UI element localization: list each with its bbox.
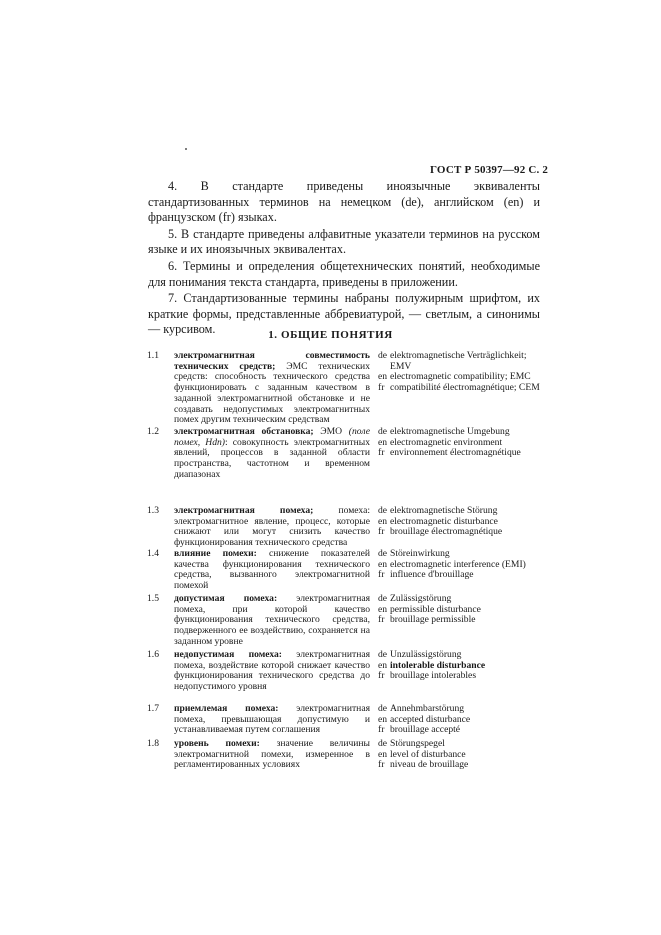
term-text: электромагнитное явление, процесс, которые снижают или могут снизить качество функционирования технического средства: [174, 515, 370, 549]
equivalent-fr: fr brouillage intolerables: [378, 670, 477, 682]
term-abbr: ЭМС технических средств:: [174, 360, 370, 383]
term-number: 1.8: [147, 738, 159, 749]
term-definition: [174, 549, 370, 592]
equivalent-fr: fr compatibilité électromagnétique; CEM: [378, 382, 540, 394]
term-number: 1.1: [147, 350, 159, 361]
term-synonym: (поле помех, Нdп): [174, 426, 371, 448]
term-number: 1.5: [147, 593, 159, 604]
term-name: недопустимая помеха:: [174, 649, 282, 660]
term-text: электромагнитная помеха, при которой качество функционирования технического средства, подверженного ее воздействию, сохраняется на заданном уровне: [174, 593, 371, 647]
term-abbr: помеха:: [313, 505, 370, 516]
term-number: 1.3: [147, 505, 159, 516]
equivalent-en: en electromagnetic disturbance: [378, 515, 498, 527]
foreign-equivalents: [378, 704, 550, 736]
equivalent-fr: fr niveau de brouillage: [378, 759, 469, 771]
foreign-equivalents: [378, 506, 550, 538]
intro-text: [148, 179, 540, 338]
intro-paragraph-5: 5. В стандарте приведены алфавитные указатели терминов на русском языке и их иноязычных эквивалентах.: [148, 226, 540, 257]
equivalent-de: de Störeinwirkung: [378, 548, 450, 559]
foreign-equivalents: [378, 739, 550, 771]
term-text: : совокупность электромагнитных явлений, процессов в заданной области пространства, частотном и временном диапазонах: [174, 436, 370, 480]
equivalent-de: de elektromagnetische Umgebung: [378, 426, 510, 437]
equivalent-fr: fr influence d'brouillage: [378, 569, 474, 581]
term-number: 1.2: [147, 426, 159, 437]
term-name: уровень помехи:: [174, 738, 260, 749]
foreign-equivalents: [378, 650, 550, 682]
foreign-equivalents: [378, 594, 550, 626]
term-text: электромагнитная помеха, превышающая допустимую и устанавливаемая путем соглашения: [174, 703, 370, 736]
intro-paragraph-7: 7. Стандартизованные термины набраны полужирным шрифтом, их краткие формы, представленные аббревиатурой, — светлым, а синонимы — курсивом.: [148, 291, 540, 337]
term-number: 1.6: [147, 649, 159, 660]
equivalent-de: de Zulässigstörung: [378, 593, 452, 604]
term-number: 1.7: [147, 703, 159, 714]
foreign-equivalents: [378, 351, 550, 394]
term-name: электромагнитная помеха;: [174, 505, 314, 516]
term-definition: [174, 594, 370, 648]
term-name: влияние помехи:: [174, 548, 257, 559]
term-name: допустимая помеха:: [174, 593, 278, 604]
equivalent-de: de Annehmbarstörung: [378, 703, 465, 714]
term-number: 1.4: [147, 548, 159, 559]
equivalent-en: en intolerable disturbance: [378, 659, 486, 671]
term-name: приемлемая помеха:: [174, 703, 279, 714]
term-definition: [174, 427, 370, 481]
equivalent-fr: fr brouillage électromagnétique: [378, 526, 503, 538]
term-text: значение величины электромагнитной помехи, измеренное в регламентированных условиях: [174, 738, 370, 771]
term-definition: [174, 506, 370, 549]
equivalent-de: de elektromagnetische Verträglichkeit; EMV: [378, 350, 527, 372]
equivalent-de: de Störungspegel: [378, 738, 445, 749]
term-name: электромагнитная обстановка;: [174, 426, 314, 437]
foreign-equivalents: [378, 549, 550, 581]
equivalent-en: en electromagnetic compatibility; EMC: [378, 371, 531, 383]
term-text: снижение показателей качества функционирования технического средства, вызванного электромагнитной помехой: [174, 548, 370, 592]
term-definition: [174, 739, 370, 771]
term-abbr: ЭМО: [313, 426, 349, 437]
equivalent-en: en electromagnetic environment: [378, 436, 503, 448]
intro-paragraph-4: 4. В стандарте приведены иноязычные эквиваленты стандартизованных терминов на немецком (de), английском (en) и французском (fr) языках.: [148, 179, 540, 225]
term-text: способность технического средства функционировать с заданным качеством в заданной электромагнитной обстановке и не создавать недопустимых электромагнитных помех другим техническим средствам: [174, 371, 370, 426]
stray-dot: [185, 148, 187, 150]
equivalent-en: en level of disturbance: [378, 748, 466, 760]
equivalent-fr: fr brouillage accepté: [378, 724, 461, 736]
equivalent-en: en electromagnetic interference (EMI): [378, 558, 526, 570]
term-definition: [174, 650, 370, 693]
section-title: 1. ОБЩИЕ ПОНЯТИЯ: [268, 329, 393, 341]
equivalent-fr: fr brouillage permissible: [378, 614, 476, 626]
equivalent-de: de elektromagnetische Störung: [378, 505, 498, 516]
term-text: электромагнитная помеха, воздействие которой снижает качество функционирования технического средства до недопустимого уровня: [174, 649, 370, 693]
intro-paragraph-6: 6. Термины и определения общетехнических понятий, необходимые для понимания текста стандарта, приведены в приложении.: [148, 258, 540, 289]
foreign-equivalents: [378, 427, 550, 459]
equivalent-en: en permissible disturbance: [378, 603, 481, 615]
equivalent-fr: fr environnement électromagnétique: [378, 447, 521, 459]
equivalent-de: de Unzulässigstörung: [378, 649, 462, 660]
term-definition: [174, 704, 370, 736]
term-name: электромагнитная совместимость технических средств;: [174, 350, 370, 372]
term-definition: [174, 351, 370, 426]
page-header: ГОСТ Р 50397—92 С. 2: [430, 164, 549, 176]
equivalent-en: en accepted disturbance: [378, 713, 471, 725]
